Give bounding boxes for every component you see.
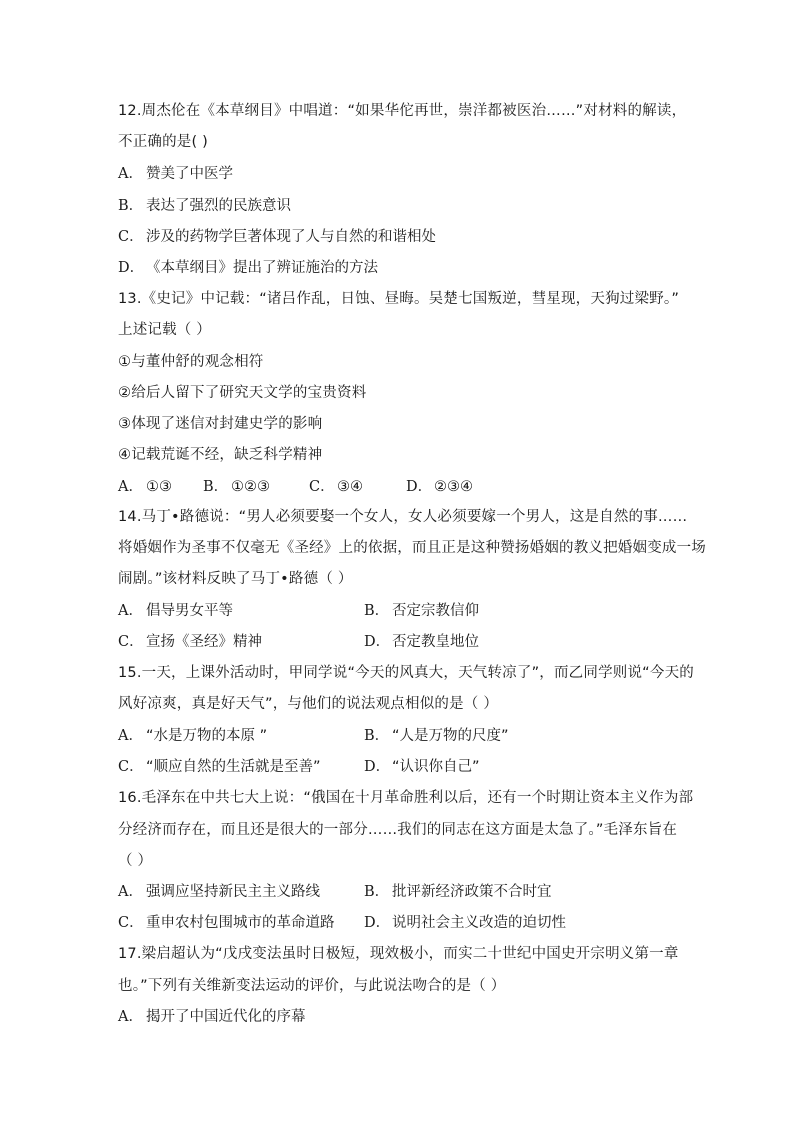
option-label: C． xyxy=(118,759,144,775)
option-label: D． xyxy=(406,479,433,495)
q15-stem-line-2: 风好凉爽，真是好天气”，与他们的说法观点相似的是（ ） xyxy=(118,696,499,712)
q12-stem-line-2: 不正确的是( ) xyxy=(118,134,209,150)
q13-option-a xyxy=(118,477,172,497)
option-text: 表达了强烈的民族意识 xyxy=(146,198,291,214)
option-label: C． xyxy=(309,479,335,495)
option-label: B． xyxy=(118,198,144,214)
option-text: 强调应坚持新民主主义路线 xyxy=(146,884,320,900)
option-label: D． xyxy=(364,634,391,650)
option-text: 赞美了中医学 xyxy=(146,166,233,182)
q12-option-a xyxy=(118,164,233,184)
option-text: 否定宗教信仰 xyxy=(392,603,479,619)
q16-option-c xyxy=(118,913,335,933)
q16-option-a xyxy=(118,882,320,902)
q13-statement-1: ①与董仲舒的观念相符 xyxy=(118,354,264,370)
q12-option-c xyxy=(118,227,436,247)
q16-stem-line-3: （ ） xyxy=(118,853,153,869)
option-label: B． xyxy=(364,884,390,900)
option-text: 否定教皇地位 xyxy=(392,634,479,650)
option-label: B． xyxy=(364,603,390,619)
q15-option-d xyxy=(364,757,480,777)
q13-option-c xyxy=(309,477,363,497)
option-text: “顺应自然的生活就是至善” xyxy=(146,759,321,775)
q13-statement-4: ④记载荒诞不经，缺乏科学精神 xyxy=(118,447,323,463)
q12-option-b xyxy=(118,196,291,216)
option-label: A． xyxy=(118,479,143,495)
q16-option-b xyxy=(364,882,552,902)
q16-stem-line-2: 分经济而存在，而且还是很大的一部分……我们的同志在这方面是太急了。”毛泽东旨在 xyxy=(118,822,678,838)
option-text: “认识你自己” xyxy=(392,759,480,775)
option-text: 揭开了中国近代化的序幕 xyxy=(146,1009,306,1025)
q14-option-b xyxy=(364,601,479,621)
option-text: 涉及的药物学巨著体现了人与自然的和谐相处 xyxy=(146,229,436,245)
q13-stem-line-2: 上述记载（ ） xyxy=(118,322,212,338)
q14-stem-line-2: 将婚姻作为圣事不仅毫无《圣经》上的依据，而且正是这种赞扬婚姻的教义把婚姻变成一场 xyxy=(118,540,706,556)
q17-option-a xyxy=(118,1007,306,1027)
option-text: 宣扬《圣经》精神 xyxy=(146,634,262,650)
option-label: C． xyxy=(118,915,144,931)
q14-stem-line-3: 闹剧。”该材料反映了马丁•路德（ ） xyxy=(118,571,353,587)
q14-option-a xyxy=(118,601,233,621)
option-label: A． xyxy=(118,728,143,744)
q16-stem-line-1: 16.毛泽东在中共七大上说：“俄国在十月革命胜利以后，还有一个时期让资本主义作为部 xyxy=(118,790,694,806)
option-label: A． xyxy=(118,603,143,619)
option-label: C． xyxy=(118,634,144,650)
option-text: 《本草纲目》提出了辨证施治的方法 xyxy=(146,260,378,276)
option-text: “人是万物的尺度” xyxy=(392,728,509,744)
option-label: B． xyxy=(364,728,390,744)
q13-option-d xyxy=(406,477,473,497)
option-text: ③④ xyxy=(337,479,363,495)
option-text: “水是万物的本原 ” xyxy=(146,728,268,744)
q15-stem-line-1: 15.一天，上课外活动时，甲同学说“今天的风真大，天气转凉了”，而乙同学则说“今天的 xyxy=(118,665,694,681)
q14-option-c xyxy=(118,632,262,652)
option-text: 批评新经济政策不合时宜 xyxy=(392,884,552,900)
q14-stem-line-1: 14.马丁•路德说：“男人必须要娶一个女人，女人必须要嫁一个男人，这是自然的事…… xyxy=(118,509,688,525)
q13-stem-line-1: 13.《史记》中记载：“诸吕作乱，日蚀、昼晦。吴楚七国叛逆，彗星现，天狗过梁野。” xyxy=(118,291,680,307)
q16-option-d xyxy=(364,913,566,933)
option-label: D． xyxy=(118,260,145,276)
q15-option-b xyxy=(364,726,509,746)
option-text: 倡导男女平等 xyxy=(146,603,233,619)
q13-option-b xyxy=(203,477,270,497)
option-text: 说明社会主义改造的迫切性 xyxy=(392,915,566,931)
q13-statement-2: ②给后人留下了研究天文学的宝贵资料 xyxy=(118,385,367,401)
option-text: ②③④ xyxy=(434,479,473,495)
q13-statement-3: ③体现了迷信对封建史学的影响 xyxy=(118,416,323,432)
option-label: A． xyxy=(118,166,143,182)
option-text: ①③ xyxy=(146,479,172,495)
q15-option-c xyxy=(118,757,321,777)
option-label: A． xyxy=(118,1009,143,1025)
q12-stem-line-1: 12.周杰伦在《本草纲目》中唱道：“如果华佗再世，崇洋都被医治……”对材料的解读， xyxy=(118,103,687,119)
q17-stem-line-1: 17.梁启超认为“戊戌变法虽时日极短，现效极小，而实二十世纪中国史开宗明义第一章 xyxy=(118,946,679,962)
q14-option-d xyxy=(364,632,479,652)
q17-stem-line-2: 也。”下列有关维新变法运动的评价，与此说法吻合的是（ ） xyxy=(118,978,506,994)
option-label: D． xyxy=(364,915,391,931)
q15-option-a xyxy=(118,726,267,746)
q12-option-d xyxy=(118,258,378,278)
option-text: ①②③ xyxy=(231,479,270,495)
option-label: C． xyxy=(118,229,144,245)
option-label: B． xyxy=(203,479,229,495)
option-label: A． xyxy=(118,884,143,900)
option-text: 重申农村包围城市的革命道路 xyxy=(146,915,335,931)
option-label: D． xyxy=(364,759,391,775)
